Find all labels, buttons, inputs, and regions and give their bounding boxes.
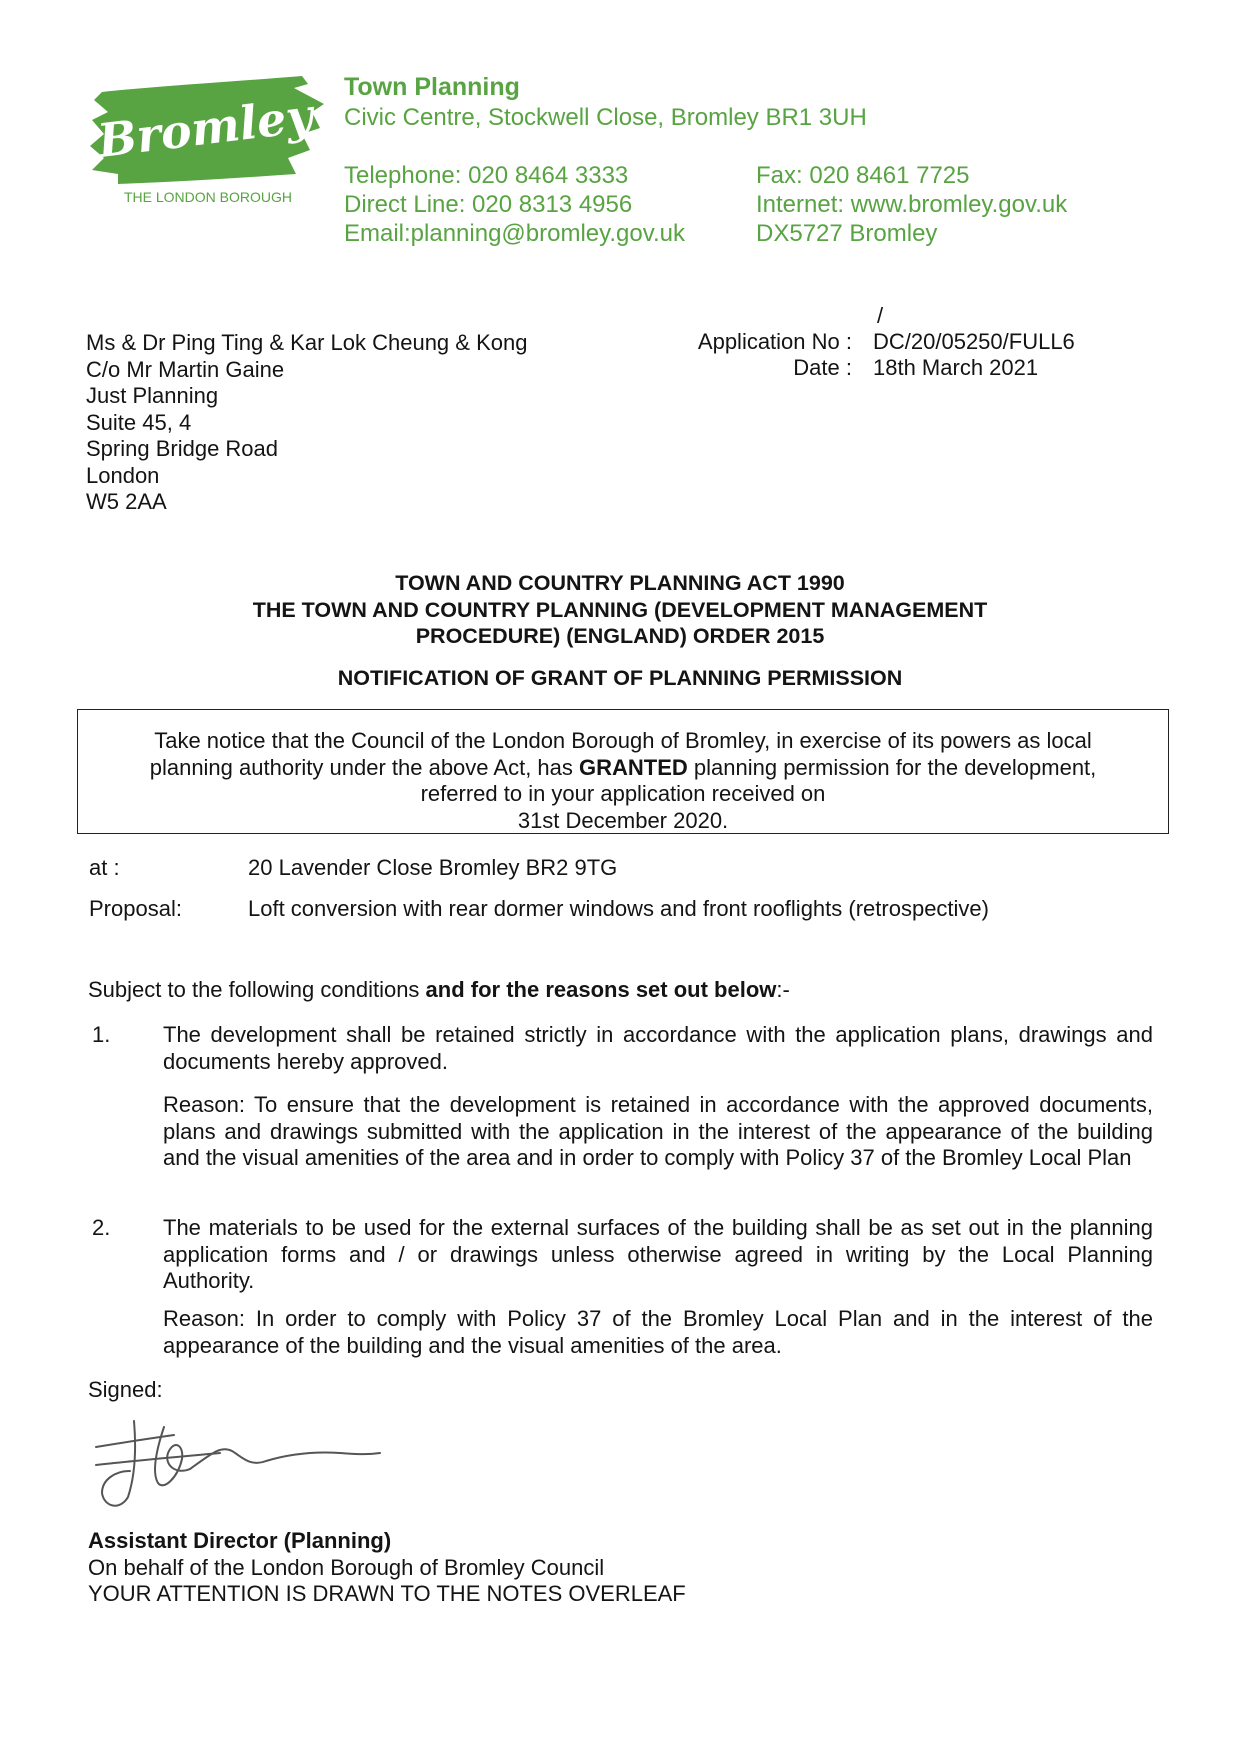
act-title-line: THE TOWN AND COUNTRY PLANNING (DEVELOPMENT MANAGEMENT [252,597,988,622]
notice-box [77,709,1169,834]
site-address-row [0,855,1240,881]
email: Email:planning@bromley.gov.uk [344,220,685,247]
contact-left [344,161,685,248]
proposal-text: Loft conversion with rear dormer windows and front rooflights (retrospective) [248,896,989,921]
attention-notice: YOUR ATTENTION IS DRAWN TO THE NOTES OVERLEAF [88,1581,686,1606]
svg-text:THE LONDON BOROUGH: THE LONDON BOROUGH [123,189,293,205]
application-date-label: Date : [793,355,852,380]
condition-number: 2. [92,1215,111,1240]
condition-reason: Reason: To ensure that the development is retained in accordance with the approved documents, plans and drawings submitted with the application in the interest of the appearance of the building and the visual amenities of the area and in order to comply with Policy 37 of the Bromley Local Plan [163,1092,1153,1170]
act-title-line: PROCEDURE) (ENGLAND) ORDER 2015 [415,624,825,648]
application-number: DC/20/05250/FULL6 [873,329,1075,354]
addressee-line: W5 2AA [86,489,167,514]
application-slash: / [877,303,884,328]
addressee-line: Just Planning [86,383,219,408]
notice-line: referred to in your application received on [420,781,826,806]
proposal-label: Proposal: [89,896,182,921]
direct-line: Direct Line: 020 8313 4956 [344,191,633,218]
department-name: Town Planning [344,73,520,101]
notice-line: planning authority under the above Act, has GRANTED planning permission for the development, [149,754,1097,780]
condition-number: 1. [92,1022,111,1047]
dx-number: DX5727 Bromley [756,220,938,247]
handwritten-signature [90,1415,390,1515]
fax: Fax: 020 8461 7725 [756,162,970,189]
council-address: Civic Centre, Stockwell Close, Bromley BR1 3UH [344,104,867,131]
svg-text:Bromley: Bromley [94,88,316,169]
addressee-line: London [86,462,160,488]
addressee-line: Ms & Dr Ping Ting & Kar Lok Cheung & Kong [86,330,528,355]
condition-text: The materials to be used for the external surfaces of the building shall be as set out in the planning application forms and / or drawings unless otherwise agreed in writing by the Local Planning Authority. [163,1215,1153,1293]
addressee-line: Suite 45, 4 [86,409,192,435]
site-address: 20 Lavender Close Bromley BR2 9TG [248,855,618,880]
addressee-line: C/o Mr Martin Gaine [86,356,285,382]
website: Internet: www.bromley.gov.uk [756,191,1068,218]
application-number-row [0,329,1240,355]
telephone: Telephone: 020 8464 3333 [344,162,629,189]
conditions-intro: Subject to the following conditions and for the reasons set out below:- [88,977,790,1002]
signed-label: Signed: [88,1377,163,1402]
condition-reason: Reason: In order to comply with Policy 37 of the Bromley Local Plan and in the interest of the appearance of the building and the visual amenities of the area. [163,1306,1153,1358]
granted-text: GRANTED [579,754,688,780]
application-date-row [0,355,1240,381]
signatory-title: Assistant Director (Planning) [88,1528,392,1553]
act-title-line: TOWN AND COUNTRY PLANNING ACT 1990 [395,571,845,595]
signature-block [88,1528,686,1608]
condition-text: The development shall be retained strictly in accordance with the application plans, drawings and documents hereby approved. [163,1022,1153,1074]
application-number-label: Application No : [697,329,852,354]
contact-right [756,161,1067,248]
site-label: at : [89,855,120,880]
proposal-row [0,896,1240,922]
addressee-line: Spring Bridge Road [86,436,279,461]
application-date: 18th March 2021 [873,355,1039,380]
notification-title: NOTIFICATION OF GRANT OF PLANNING PERMISSION [337,666,903,690]
notice-line: 31st December 2020. [517,807,729,833]
bromley-logo [88,74,328,214]
signatory-behalf: On behalf of the London Borough of Bromley Council [88,1554,605,1580]
notice-line: Take notice that the Council of the London Borough of Bromley, in exercise of its powers as local [154,728,1092,753]
act-title [0,570,1240,650]
